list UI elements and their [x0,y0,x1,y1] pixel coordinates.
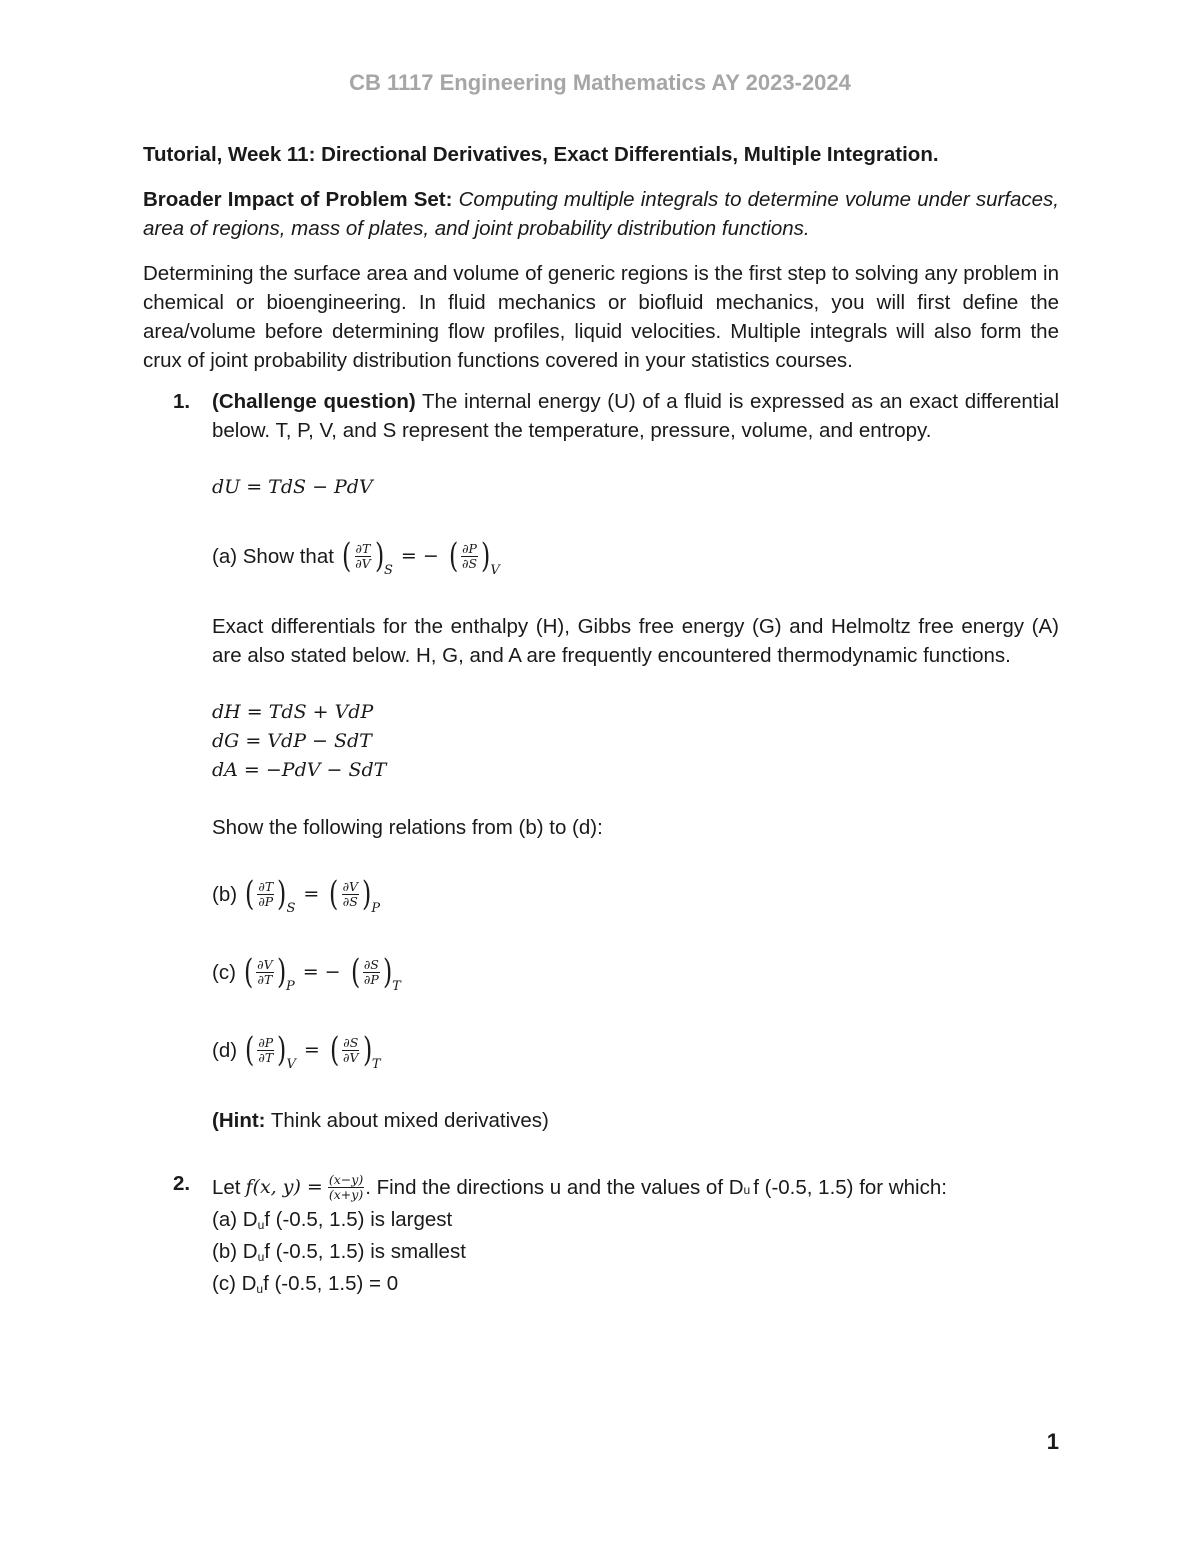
question-2-part-a: (a) Duf (-0.5, 1.5) is largest [212,1208,453,1232]
question-1 [143,387,1059,1135]
relation-b: (b) ( $\frac{\partial T}{\partial P}$ ) S = ( $\frac{\partial V}{\partial S}$ ) P [212,874,381,916]
tutorial-title: Tutorial, Week 11: Directional Derivatives, Exact Differentials, Multiple Integration. [143,143,939,166]
relation-c-label: (c) [212,960,236,984]
equation-block [212,698,1059,785]
hint [212,1106,1059,1135]
page-header: CB 1117 Engineering Mathematics AY 2023-2024 [349,70,851,95]
hint-text: Think about mixed derivatives) [270,1109,549,1132]
broader-impact [143,185,1059,243]
question-1-tag: (Challenge question) [212,390,416,413]
find-text: . Find the directions u and the values of D [365,1175,744,1199]
relation-d: (d) ( $\frac{\partial P}{\partial T}$ ) V = ( $\frac{\partial S}{\partial V}$ ) T [212,1030,381,1072]
equation-da: dA = −PdV − SdT [212,759,387,781]
partial-dP-dS: ( $\frac{\partial P}{\partial S}$ ) V [448,536,500,578]
question-2-prompt: Let f(x, y) = $\frac{(x-y)}{(x+y)}$ . Find the directions u and the values of D u f (-0.5, 1.5) for which: [212,1171,947,1202]
exact-differentials-text: Exact differentials for the enthalpy (H), Gibbs free energy (G) and Helmoltz free energy (A) are also stated below. H, G, and A are frequently encountered thermodynamic functions. [212,615,1059,667]
question-1-text: The internal energy (U) of a fluid is expressed as an exact differential below. T, P, V, and S represent the temperature, pressure, volume, and entropy. [212,390,1060,442]
page-number: 1 [1046,1429,1059,1454]
hint-label: (Hint: [212,1109,266,1132]
equation-dh: dH = TdS + VdP [212,701,374,723]
question-1-prompt [212,387,1059,445]
relation-b-label: (b) [212,882,238,906]
question-1-number: 1. [173,390,191,413]
document-body [143,140,1059,1301]
question-2-part-b: (b) Duf (-0.5, 1.5) is smallest [212,1240,466,1264]
relation-c: (c) ( $\frac{\partial V}{\partial T}$ ) P = − ( $\frac{\partial S}{\partial P}$ ) T [212,952,401,994]
relation-d-label: (d) [212,1038,238,1062]
let-label: Let [212,1175,241,1199]
question-2 [143,1169,1059,1301]
intro-paragraph: Determining the surface area and volume of generic regions is the first step to solving any problem in chemical or bioengineering. In fluid mechanics or biofluid mechanics, you will first define the area/volume before determining flow profiles, liquid velocities. Multiple integrals will also form the crux of joint probability distribution functions covered in your statistics courses. [143,262,1059,372]
function-fraction: $\frac{(x-y)}{(x+y)}$ [328,1171,364,1202]
impact-label: Broader Impact of Problem Set: [143,188,453,211]
equation-dg: dG = VdP − SdT [212,730,372,752]
impact-text: Computing multiple integrals to determine volume under surfaces, area of regions, mass of plates, and joint probability distribution functions. [143,188,1059,240]
relation-a-label: (a) Show that [212,544,334,568]
function-lhs: f(x, y) = [245,1175,323,1198]
relation-a: (a) Show that ( $\frac{\partial T}{\partial V}$ ) S = − ( $\frac{\partial P}{\partial S}$ ) V [212,536,500,578]
equation-du: dU = TdS − PdV [212,476,373,498]
show-relations-text: Show the following relations from (b) to (d): [212,816,603,839]
question-2-part-c: (c) Duf (-0.5, 1.5) = 0 [212,1272,399,1296]
question-2-number: 2. [173,1172,191,1195]
partial-dT-dV: ( $\frac{\partial T}{\partial V}$ ) S [341,536,393,578]
